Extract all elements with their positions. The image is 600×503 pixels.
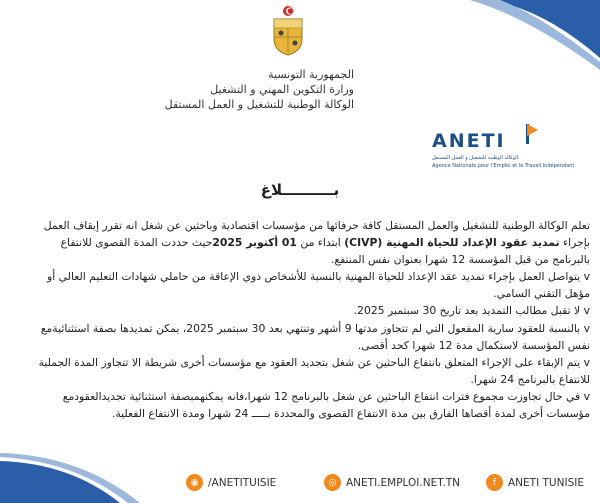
- facebook-icon: f: [486, 474, 503, 491]
- government-header: [74, 67, 354, 112]
- footer-social-right-label: ANETI TUNISIE: [508, 476, 584, 489]
- intro-text: تعلم الوكالة الوطنية للتشغيل والعمل المستقل كافة حرفائها من مؤسسات اقتصادية وباحثين عن شغل انه تقرر إيقاف العمل بإجراء: [43, 219, 590, 250]
- bullet-text: يتم الإبقاء على الإجراء المتعلق بانتفاع الباحثين عن شغل بتجديد العقود مع مؤسسات أخرى شريطة الا تتجاوز المدة الجملية للانتفاع بالبرنامج 24 شهرا.: [38, 355, 590, 386]
- footer-social-right[interactable]: [486, 474, 584, 491]
- aneti-wordmark: ANETI: [432, 130, 506, 152]
- bullet-marker: v: [583, 270, 590, 284]
- notice-title: بــــــــــلاغ: [260, 181, 340, 199]
- bullet-item: [22, 388, 590, 422]
- intro-paragraph: [22, 217, 590, 268]
- intro-text: حيث حددت المدة القصوى للانتفاع بالبرنامج من قبل المؤسسة 12 شهرا بعنوان نفس المنتفع.: [60, 236, 590, 267]
- footer: [0, 471, 600, 495]
- aneti-logo: [432, 120, 575, 178]
- agency-name: الوكالة الوطنية للتشغيل و العمل المستقل: [164, 98, 354, 111]
- bullet-text: يتواصل العمل بإجراء تمديد عقد الإعداد للحياة المهنية بالنسبة للأشخاص ذوي الإعاقة من حاملي شهادات التعليم العالي أو مؤهل التقني السامي.: [47, 270, 590, 301]
- bullet-marker: v: [583, 355, 590, 369]
- country-name: الجمهورية التونسية: [268, 68, 354, 81]
- ministry-name: وزارة التكوين المهني و التشغيل: [210, 83, 354, 96]
- bullet-text: لا تقبل مطالب التمديد بعد تاريخ 30 سبتمبر 2025.: [353, 304, 581, 318]
- bullet-text: بالنسبة للعقود سارية المفعول التي لم تتجاوز مدتها 9 أشهر وتنتهي بعد 30 سبتمبر 2025، يمكن تمديدها بصفة استثنائيةمع نفس المؤسسة لاستكمال مدة 12 شهرا كحد أقصى.: [40, 321, 590, 352]
- bullet-marker: v: [583, 321, 590, 335]
- bullet-item: [22, 268, 590, 302]
- aneti-subtitle-ar: الوكالة الوطنية للتشغيل و العمل المستقل: [432, 155, 519, 161]
- bullet-marker: v: [583, 304, 590, 318]
- instagram-icon: ◉: [186, 474, 203, 491]
- bullet-marker: v: [583, 389, 590, 403]
- aneti-logo-mark-icon: [512, 120, 542, 150]
- footer-website[interactable]: [324, 474, 460, 491]
- bullet-item: [22, 320, 590, 354]
- bullet-item: [22, 302, 590, 319]
- corner-wave-decoration: [450, 0, 600, 80]
- bullet-text: في حال تجاوزت مجموع فترات انتفاع الباحثين عن شغل بالبرنامج 12 شهرا،فانه يمكنهمبصفة استثنائية تجديدالعقودمع مؤسسات أخرى لمدة أقصاها الفارق بين مدة الانتفاع القصوى والمحددة بـــــ 24 شهرا ومدة الانتفاع الفعلية.: [62, 389, 590, 421]
- aneti-subtitle-fr: Agence Nationale pour l'Emploi et le Travail Indépendant: [432, 163, 575, 169]
- tunisia-coat-of-arms-icon: [268, 5, 308, 57]
- intro-bold-civp: تمديد عقود الإعداد للحياة المهنية (CIVP): [344, 236, 560, 250]
- bullet-item: [22, 354, 590, 388]
- footer-social-left-label: /ANETITUISIE: [208, 476, 277, 489]
- footer-website-label: ANETI.EMPLOI.NET.TN: [346, 476, 460, 489]
- intro-text: ابتداء من: [296, 236, 345, 250]
- globe-icon: ◎: [324, 474, 341, 491]
- intro-bold-date: 01 أكتوبر 2025: [212, 236, 297, 250]
- footer-social-left[interactable]: [186, 474, 276, 491]
- notice-body: [22, 217, 590, 422]
